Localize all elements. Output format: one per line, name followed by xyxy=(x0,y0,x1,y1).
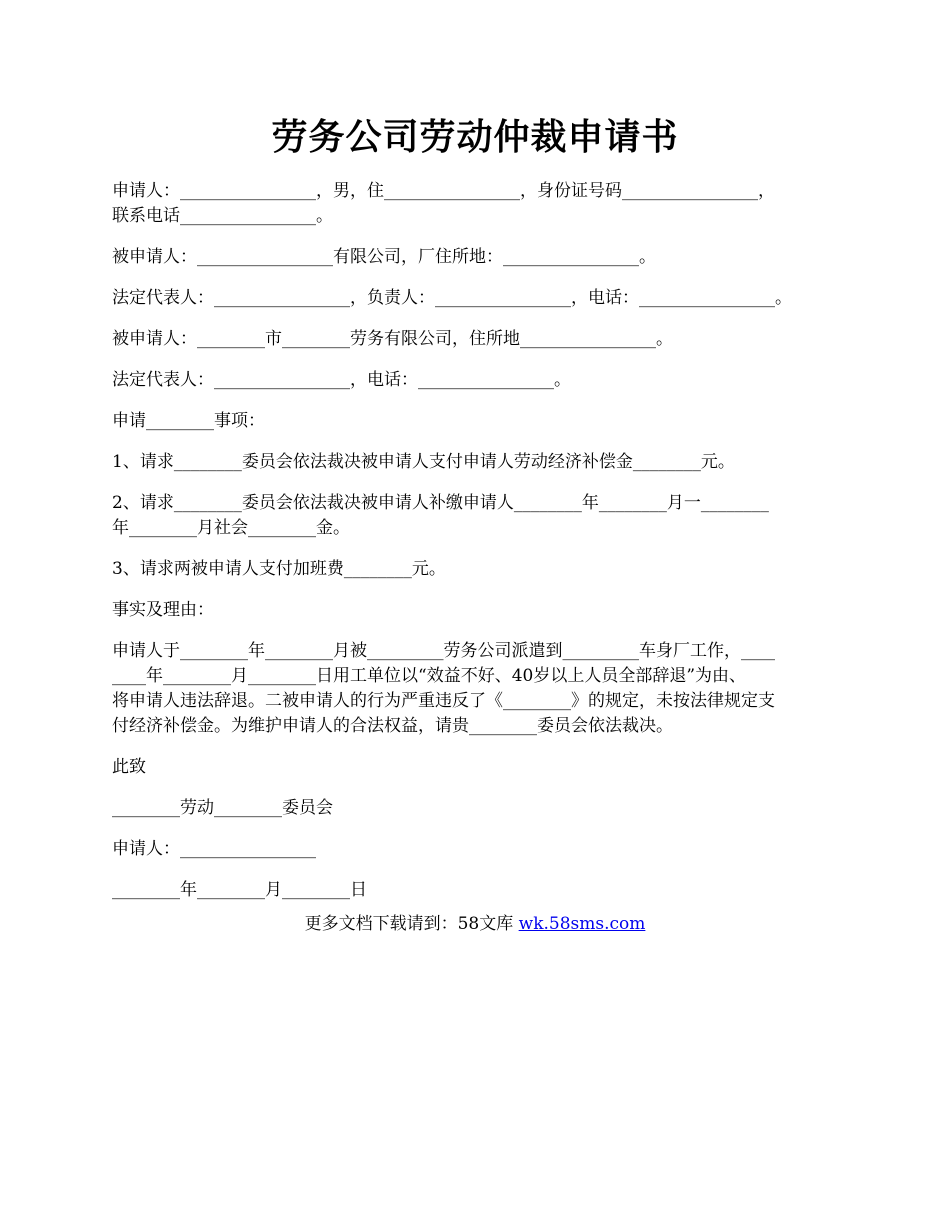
footer-text: 更多文档下载请到：58文库 xyxy=(304,914,519,934)
paragraph-legal-rep-1: 法定代表人：________________，负责人：________________，电话：________________。 xyxy=(112,288,792,308)
paragraph-signature: 申请人：________________ xyxy=(112,839,316,859)
paragraph-respondent-2: 被申请人：________市________劳务有限公司，住所地________________。 xyxy=(112,329,673,349)
document-title: 劳务公司劳动仲裁申请书 xyxy=(271,116,679,158)
paragraph-request-heading: 申请________事项： xyxy=(112,411,265,431)
paragraph-request-3: 3、请求两被申请人支付加班费________元。 xyxy=(112,559,446,579)
paragraph-date: ________年________月________日 xyxy=(112,880,367,900)
paragraph-respondent-1: 被申请人：________________有限公司，厂住所地：________________。 xyxy=(112,247,656,267)
paragraph-facts-heading: 事实及理由： xyxy=(112,600,214,620)
footer xyxy=(0,912,950,937)
paragraph-request-1: 1、请求________委员会依法裁决被申请人支付申请人劳动经济补偿金________元。 xyxy=(112,452,735,472)
paragraph-facts: 申请人于________年________月被_________劳务公司派遣到_________车身厂工作，____ ____年________月________日用工单位以“效益不好、40岁以上人员全部辞退”为由、 将申请人违法辞退。二被申请人的行为严重违反了《________》的规定，未按法律规定支 付经济补偿金。为维护申请人的合法权益，请贵________委员会依法裁决。 xyxy=(112,641,775,736)
paragraph-committee: ________劳动________委员会 xyxy=(112,798,333,818)
footer-link[interactable]: wk.58sms.com xyxy=(518,914,646,934)
paragraph-salutation: 此致 xyxy=(112,757,146,777)
paragraph-legal-rep-2: 法定代表人：________________，电话：________________。 xyxy=(112,370,571,390)
document-body xyxy=(112,179,842,919)
paragraph-applicant: 申请人：________________，男，住________________，身份证号码________________， 联系电话________________。 xyxy=(112,181,775,226)
paragraph-request-2: 2、请求________委员会依法裁决被申请人补缴申请人________年________月一________ 年________月社会________金。 xyxy=(112,493,769,538)
